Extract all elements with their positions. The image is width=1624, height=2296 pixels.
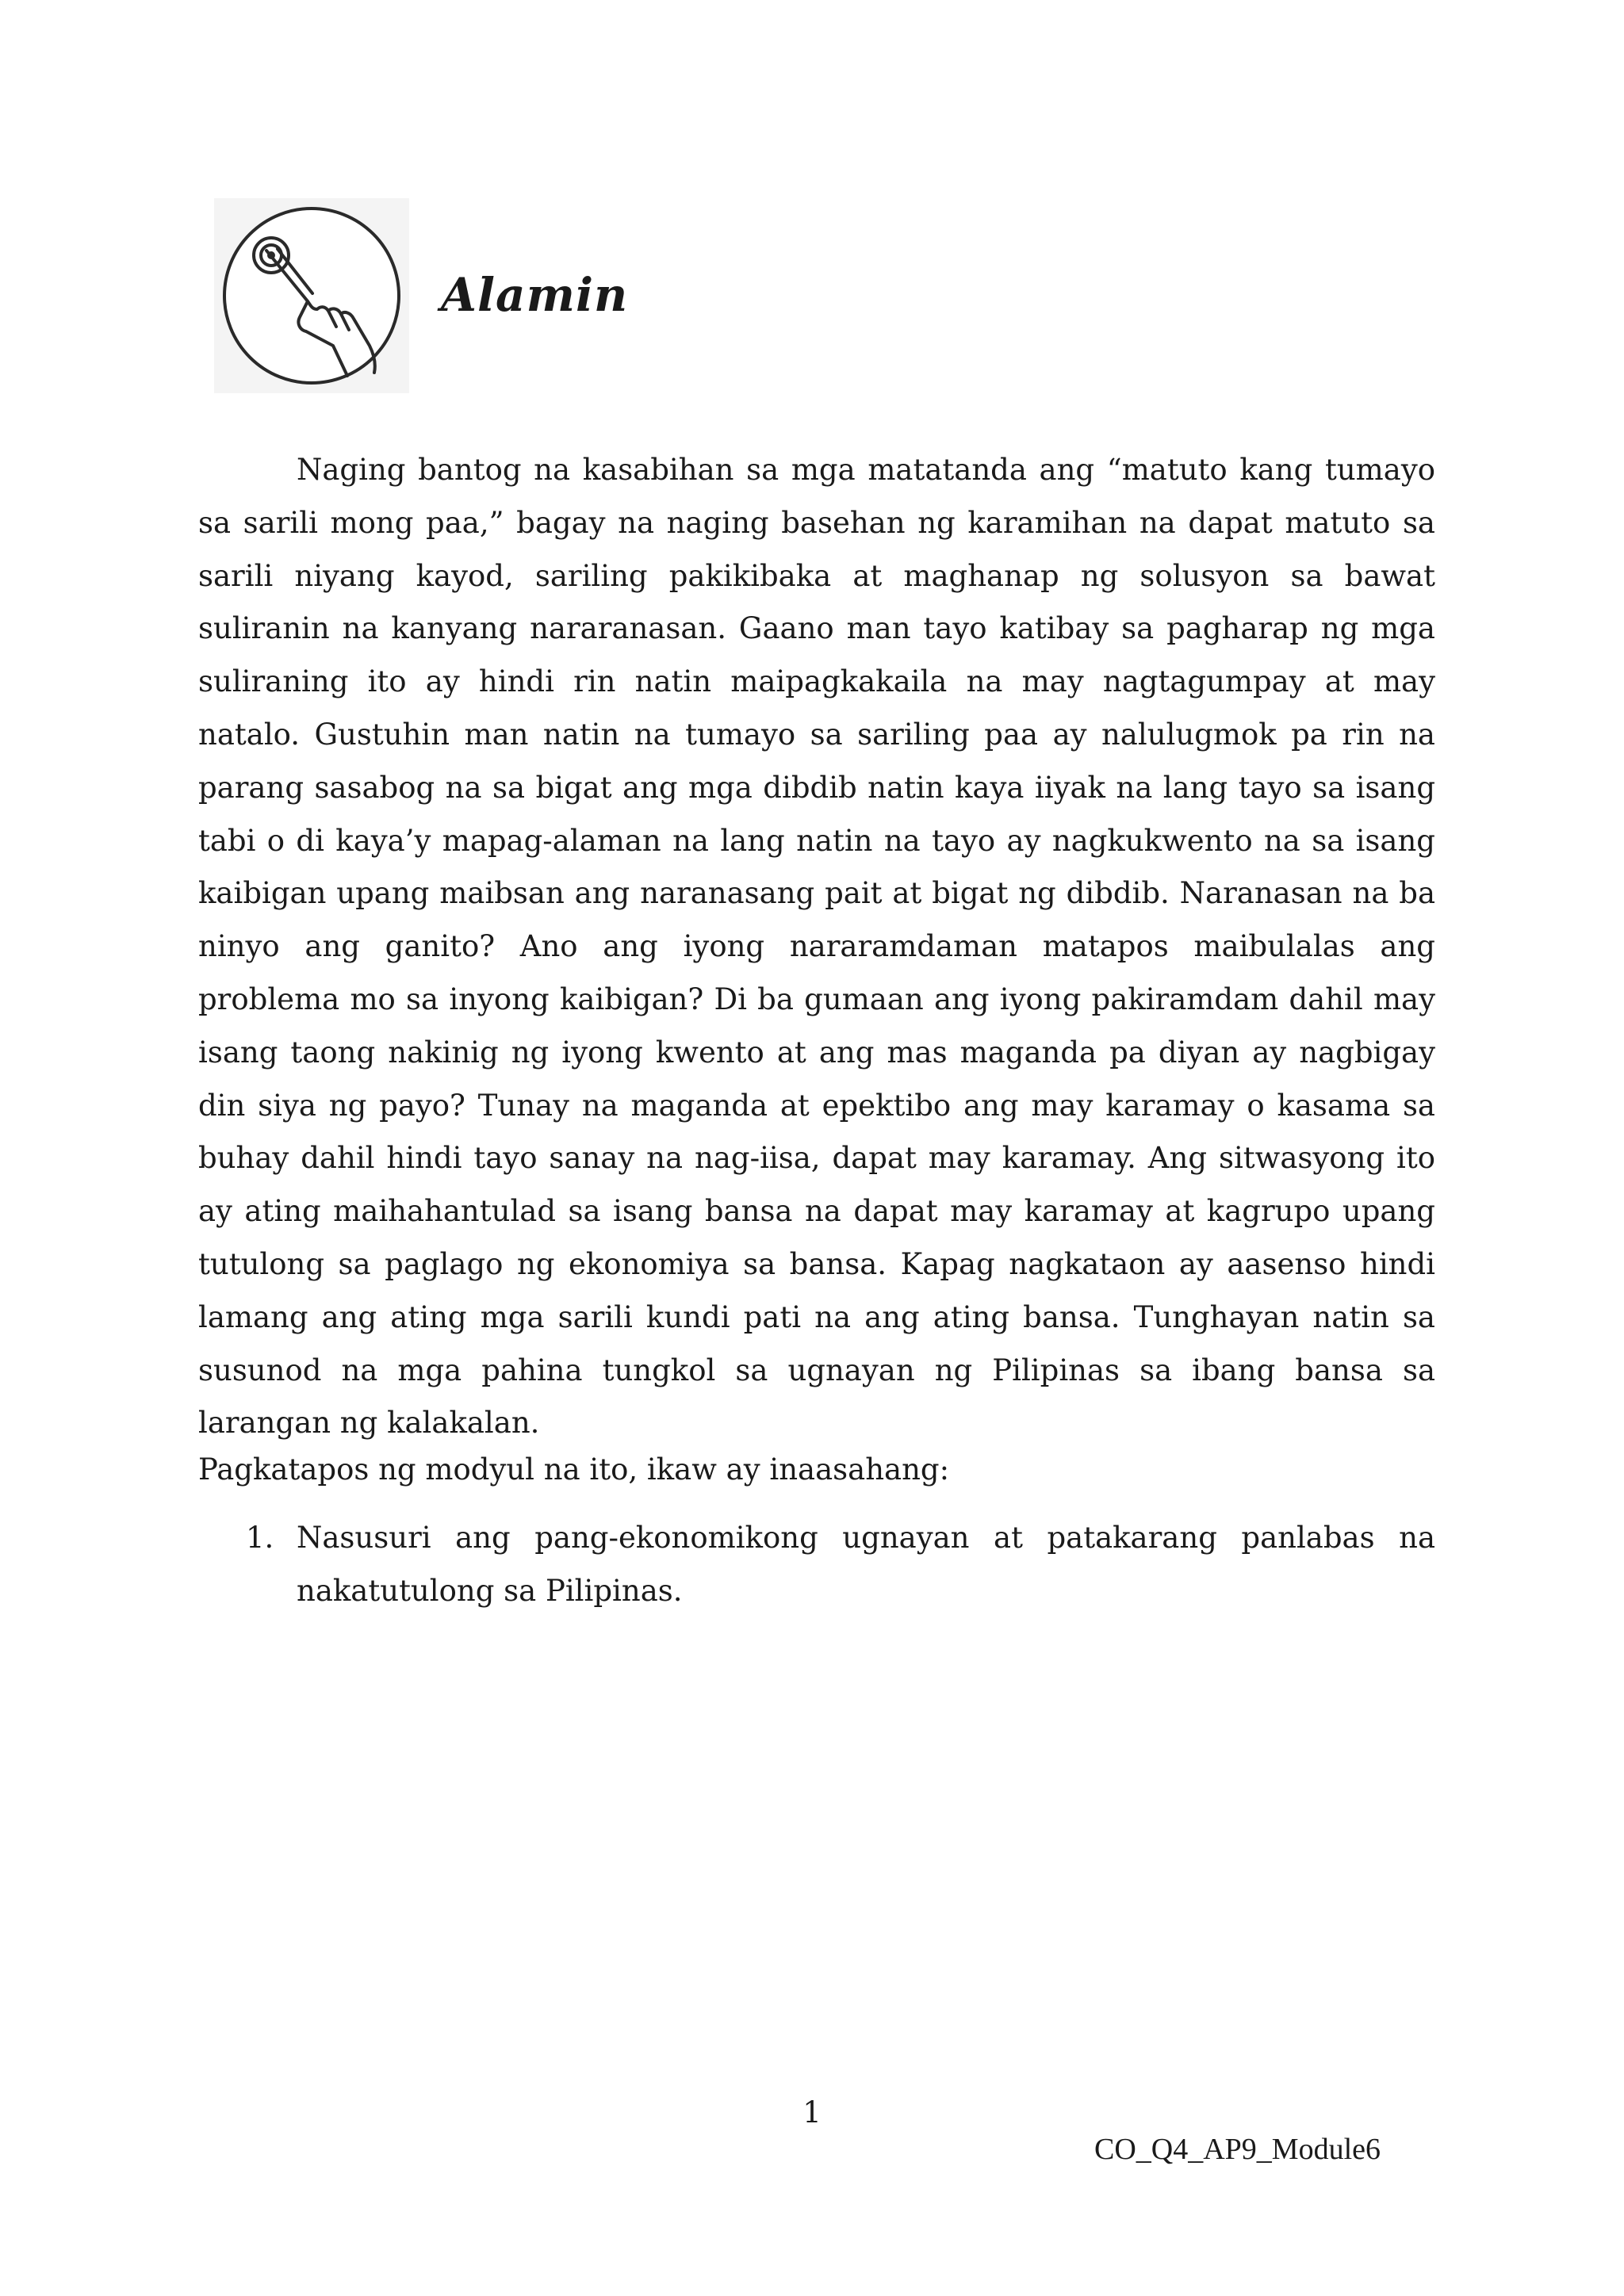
list-item (198, 1512, 1435, 1618)
page-number: 1 (802, 2095, 822, 2130)
objectives-list (198, 1512, 1435, 1618)
objectives-intro: Pagkatapos ng modyul na ito, ikaw ay inaasahang: (198, 1452, 950, 1487)
paragraph-text: Naging bantog na kasabihan sa mga matatanda ang “matuto kang tumayo sa sarili mong paa,” bagay na naging basehan ng karamihan na dapat matuto sa sarili niyang kayod, sariling pakikibaka at maghanap ng solusyon sa bawat suliranin na kanyang nararanasan. Gaano man tayo katibay sa pagharap ng mga suliraning ito ay hindi rin natin maipagkakaila na may nagtagumpay at may natalo. Gustuhin man natin na tumayo sa sariling paa ay nalulugmok pa rin na parang sasabog na sa bigat ang mga dibdib natin kaya iiyak na lang tayo sa isang tabi o di kaya’y mapag-alaman na lang natin na tayo ay nagkukwento na sa isang kaibigan upang maibsan ang naranasang pait at bigat ng dibdib. Naranasan na ba ninyo ang ganito? Ano ang iyong nararamdaman matapos maibulalas ang problema mo sa inyong kaibigan? Di ba gumaan ang iyong pakiramdam dahil may isang taong nakinig ng iyong kwento at ang mas maganda pa diyan ay nagbigay din siya ng payo? Tunay na maganda at epektibo ang may karamay o kasama sa buhay dahil hindi tayo sanay na nag-iisa, dapat may karamay. Ang sitwasyong ito ay ating maihahantulad sa isang bansa na dapat may karamay at kagrupo upang tutulong sa paglago ng ekonomiya sa bansa. Kapag nagkataon ay aasenso hindi lamang ang ating mga sarili kundi pati na ang ating bansa. Tunghayan natin sa susunod na mga pahina tungkol sa ugnayan ng Pilipinas sa ibang bansa sa larangan ng kalakalan. (198, 453, 1435, 1441)
intro-paragraph (198, 444, 1435, 1450)
list-item-text: Nasusuri ang pang-ekonomikong ugnayan at patakarang panlabas na nakatutulong sa Pilipinas. (297, 1521, 1435, 1608)
document-code: CO_Q4_AP9_Module6 (1094, 2133, 1381, 2166)
list-item-number: 1. (246, 1521, 274, 1555)
touch-tap-icon (214, 198, 409, 393)
section-title: Alamin (441, 268, 629, 322)
